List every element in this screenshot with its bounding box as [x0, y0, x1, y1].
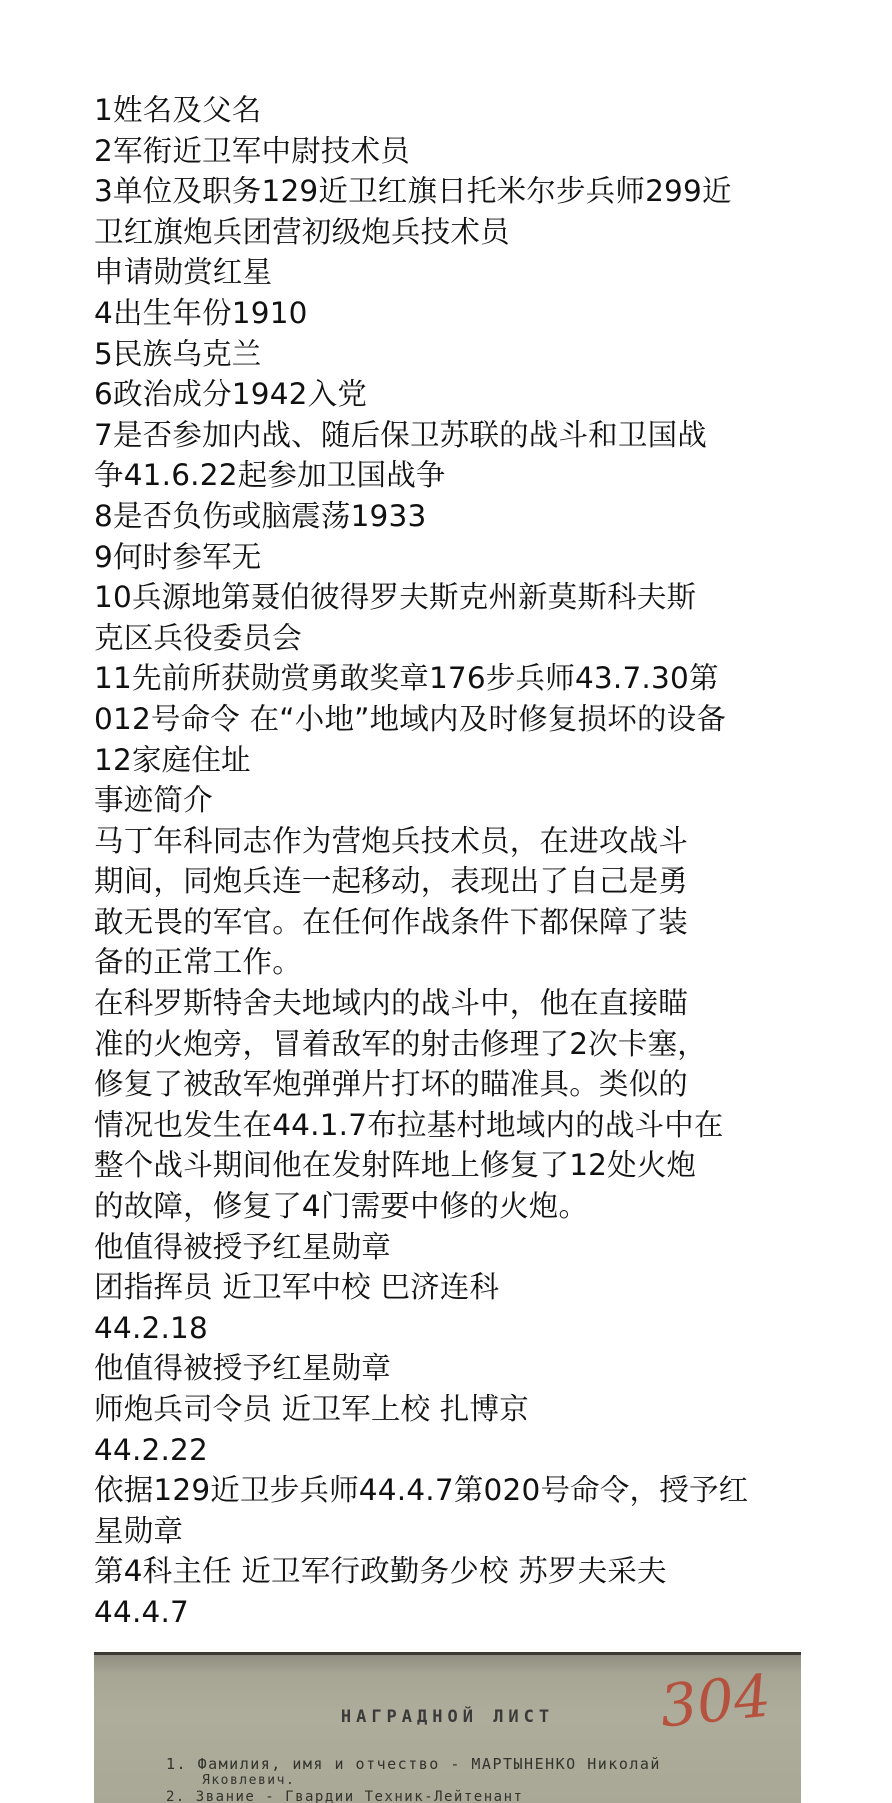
document-line: 师炮兵司令员 近卫军上校 扎博京: [94, 1392, 529, 1426]
scan-paper: [94, 1655, 801, 1803]
document-line: 整个战斗期间他在发射阵地上修复了12处火炮: [94, 1148, 697, 1183]
document-text: [94, 90, 814, 1633]
scan-row-name: 1. Фамилия, имя и отчество - МАРТЫНЕНКО Николай: [166, 1755, 661, 1773]
document-line: 星勋章: [94, 1513, 184, 1548]
document-line: 在科罗斯特舍夫地域内的战斗中，他在直接瞄: [94, 986, 689, 1021]
document-line: 申请勋赏红星: [94, 255, 273, 290]
document-line: 敢无畏的军官。在任何作战条件下都保障了装: [94, 904, 689, 939]
document-line: 准的火炮旁，冒着敌军的射击修理了2次卡塞，: [94, 1026, 707, 1061]
scan-title: НАГРАДНОЙ ЛИСТ: [340, 1707, 555, 1727]
document-line: 期间，同炮兵连一起移动，表现出了自己是勇: [94, 864, 689, 899]
document-line: 8是否负伤或脑震荡1933: [94, 498, 427, 533]
document-line: 11先前所获勋赏勇敢奖章176步兵师43.7.30第: [94, 661, 719, 696]
document-line: 马丁年科同志作为营炮兵技术员，在进攻战斗: [94, 823, 689, 858]
document-line: 克区兵役委员会: [94, 620, 302, 655]
document-line: 9何时参军无: [94, 539, 262, 574]
document-line: 44.2.22: [94, 1432, 208, 1467]
document-line: 5民族乌克兰: [94, 336, 262, 371]
document-line: 012号命令 在“小地”地域内及时修复损坏的设备: [94, 701, 727, 736]
document-line: 团指挥员 近卫军中校 巴济连科: [94, 1270, 500, 1305]
document-line: 依据129近卫步兵师44.4.7第020号命令，授予红: [94, 1473, 749, 1508]
document-line: 44.4.7: [94, 1594, 190, 1629]
document-line: 第4科主任 近卫军行政勤务少校 苏罗夫采夫: [94, 1554, 667, 1589]
scanned-award-sheet: [94, 1652, 801, 1803]
document-line: 3单位及职务129近卫红旗日托米尔步兵师299近: [94, 174, 732, 209]
handwritten-page-number: 304: [657, 1661, 775, 1741]
document-line: 卫红旗炮兵团营初级炮兵技术员: [94, 214, 510, 249]
document-line: 1姓名及父名: [94, 93, 262, 127]
document-line: 4出生年份1910: [94, 295, 308, 330]
document-line: 44.2.18: [94, 1310, 208, 1345]
scan-row-rank: 2. Звание - Гвардии Техник-Лейтенант: [166, 1789, 524, 1803]
document-line: 事迹简介: [94, 783, 213, 818]
document-line: 6政治成分1942入党: [94, 377, 368, 412]
document-line: 的故障，修复了4门需要中修的火炮。: [94, 1189, 589, 1224]
document-line: 2军衔近卫军中尉技术员: [94, 133, 410, 168]
document-line: 修复了被敌军炮弹弹片打坏的瞄准具。类似的: [94, 1067, 689, 1102]
document-line: 他值得被授予红星勋章: [94, 1229, 392, 1264]
document-line: 10兵源地第聂伯彼得罗夫斯克州新莫斯科夫斯: [94, 580, 697, 615]
document-line: 7是否参加内战、随后保卫苏联的战斗和卫国战: [94, 417, 707, 452]
document-line: 他值得被授予红星勋章: [94, 1351, 392, 1386]
document-line: 12家庭住址: [94, 742, 251, 777]
document-line: 争41.6.22起参加卫国战争: [94, 458, 446, 493]
document-line: 情况也发生在44.1.7布拉基村地域内的战斗中在: [94, 1107, 724, 1142]
scan-row-patronymic: Яковлевич.: [202, 1773, 296, 1788]
document-line: 备的正常工作。: [94, 945, 302, 980]
